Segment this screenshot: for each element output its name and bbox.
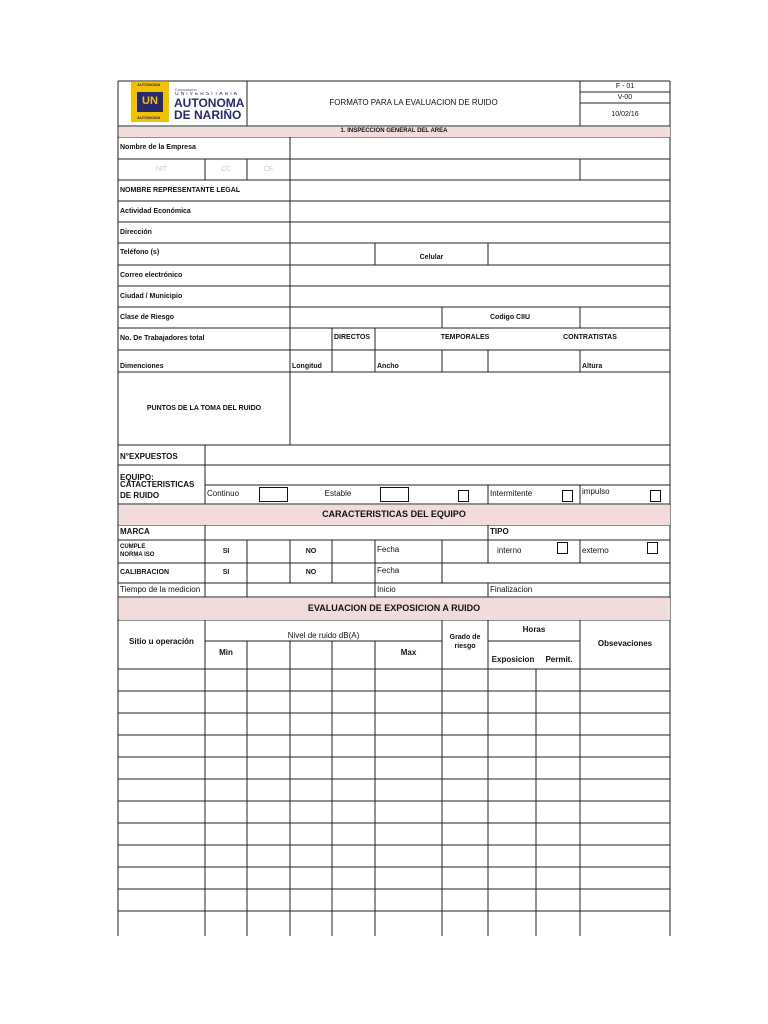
- form-code: F - 01: [615, 82, 635, 90]
- section2-title: CARACTERISTICAS DEL EQUIPO: [119, 505, 670, 525]
- label-telefono: Teléfono (s): [120, 249, 160, 256]
- logo-line3: DE NARIÑO: [174, 109, 242, 122]
- label-estable: Estable: [324, 488, 352, 498]
- logo-tag: Corporación: [175, 87, 197, 92]
- label-impulso: impulso: [582, 486, 610, 496]
- externo-checkbox[interactable]: [647, 542, 658, 554]
- label-riesgo: Clase de Riesgo: [120, 313, 175, 321]
- logo-initials: UN: [137, 92, 163, 112]
- estable-checkbox[interactable]: [380, 487, 409, 502]
- form-version: V-00: [617, 93, 633, 101]
- label-caracteristicas-ruido-2: DE RUIDO: [120, 491, 160, 501]
- label-equipo: EQUIPO:: [120, 472, 154, 482]
- label-trabajadores: No. De Trabajadores total: [120, 335, 205, 343]
- logo-badge-top: AUTONOMA: [131, 82, 169, 89]
- section3-title: EVALUACION DE EXPOSICION A RUIDO: [119, 598, 670, 620]
- label-continuo: Continuo: [207, 488, 240, 498]
- label-ce: CE: [263, 165, 274, 173]
- intermitente-checkbox[interactable]: [562, 490, 573, 502]
- label-caracteristicas-ruido-1: CATACTERISTICAS: [120, 480, 195, 489]
- label-intermitente: Intermitente: [490, 488, 533, 498]
- label-tiempo: Tiempo de la medicion: [120, 584, 201, 594]
- label-expuestos: N°EXPUESTOS: [120, 452, 178, 462]
- label-temporales: TEMPORALES: [440, 334, 490, 341]
- logo-line2: AUTONOMA: [174, 97, 244, 110]
- label-permit: Permit.: [545, 655, 573, 665]
- continuo-checkbox[interactable]: [259, 487, 288, 502]
- label-nit: NIT: [155, 165, 168, 173]
- label-ciiu: Codigo CIIU: [490, 313, 531, 321]
- label-altura: Altura: [582, 362, 603, 370]
- label-ancho: Ancho: [377, 362, 399, 370]
- label-externo: externo: [582, 546, 609, 556]
- logo-badge-bottom: AUTONOMA: [131, 115, 169, 122]
- label-ciudad: Ciudad / Municipio: [120, 292, 183, 300]
- impulso-checkbox[interactable]: [650, 490, 661, 502]
- label-nivel: Nivel de ruido dB(A): [287, 630, 360, 640]
- label-marca: MARCA: [120, 527, 150, 537]
- label-directos: DIRECTOS: [334, 334, 371, 341]
- label-longitud: Longitud: [292, 362, 322, 370]
- label-exposicion: Exposicion: [491, 655, 535, 665]
- unlabeled-checkbox[interactable]: [458, 490, 469, 502]
- label-celular: Celular: [419, 253, 444, 261]
- section1-title: 1. INSPECCION GENERAL DEL AREA: [119, 127, 670, 137]
- label-dimensiones: Dimenciones: [120, 362, 164, 370]
- label-min: Min: [219, 648, 233, 657]
- label-fecha-calibracion: Fecha: [377, 566, 400, 576]
- form-date: 10/02/16: [611, 110, 639, 118]
- label-observaciones: Obsevaciones: [597, 639, 653, 649]
- label-tipo: TIPO: [490, 527, 509, 537]
- label-empresa: Nombre de la Empresa: [120, 144, 196, 152]
- label-puntos: PUNTOS DE LA TOMA DEL RUIDO: [146, 404, 262, 412]
- label-grado-1: Grado de: [449, 633, 481, 641]
- label-calibracion: CALIBRACION: [120, 569, 169, 577]
- label-cumple-2: NORMA ISO: [120, 551, 155, 558]
- label-max: Max: [400, 648, 417, 657]
- label-si-iso: SI: [222, 547, 230, 555]
- label-finalizacion: Finalizacion: [490, 584, 533, 594]
- label-no-iso: NO: [305, 547, 317, 555]
- label-actividad: Actividad Económica: [120, 207, 191, 215]
- label-no-calibracion: NO: [305, 569, 317, 577]
- label-correo: Correo electrónico: [120, 271, 183, 279]
- label-direccion: Dirección: [120, 228, 152, 236]
- label-inicio: Inicio: [377, 584, 396, 594]
- label-cc: CC: [220, 165, 232, 173]
- label-cumple-1: CUMPLE: [120, 543, 146, 550]
- label-horas: Horas: [522, 625, 546, 635]
- label-si-calibracion: SI: [222, 569, 230, 577]
- interno-checkbox[interactable]: [557, 542, 568, 554]
- label-sitio: Sitio u operación: [129, 637, 194, 646]
- logo-emblem: [131, 89, 169, 115]
- label-contratistas: CONTRATISTAS: [563, 334, 617, 341]
- label-representante: NOMBRE REPRESENTANTE LEGAL: [120, 186, 241, 194]
- university-logo: [131, 82, 243, 124]
- form-title: FORMATO PARA LA EVALUACION DE RUIDO: [329, 98, 498, 108]
- label-grado-2: riesgo: [454, 642, 476, 650]
- label-fecha-iso: Fecha: [377, 544, 400, 554]
- logo-line1: UNIVERSITARIA: [175, 92, 239, 98]
- label-interno: interno: [497, 546, 522, 556]
